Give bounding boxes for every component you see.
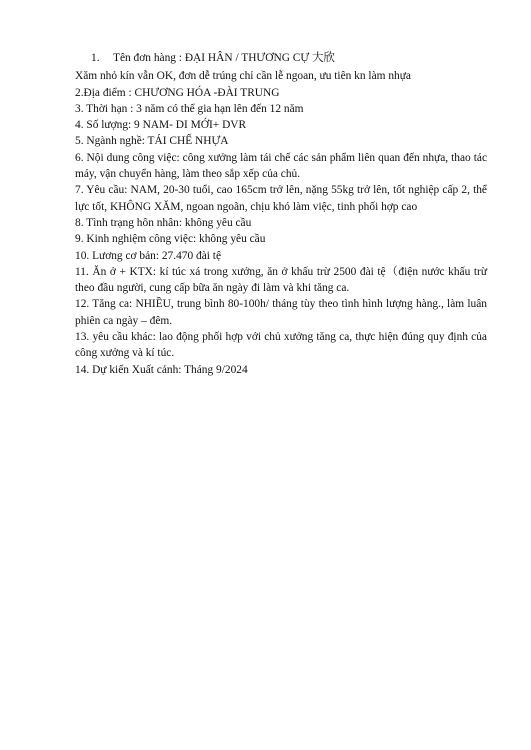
departure-date-line: 14. Dự kiến Xuất cảnh: Tháng 9/2024: [75, 363, 248, 376]
base-salary-line: 10. Lương cơ bản: 27.470 đài tệ: [75, 249, 222, 262]
other-requirements-line: 13. yêu cầu khác: lao động phối hợp với chủ xưởng tăng ca, thực hiện đúng quy định của công xưởng và kí túc.: [75, 331, 487, 360]
experience-line: 9. Kinh nghiệm công việc: không yêu cầu: [75, 233, 266, 246]
quantity-line: 4. Số lượng: 9 NAM- DI MỚI+ DVR: [75, 119, 247, 132]
marital-status-line: 8. Tình trạng hôn nhân: không yêu cầu: [75, 216, 252, 229]
requirements-line: 7. Yêu cầu: NAM, 20-30 tuổi, cao 165cm trở lên, nặng 55kg trở lên, tốt nghiệp cấp 2, thể lực tốt, KHÔNG XĂM, ngoan ngoãn, chịu khó làm việc, tinh phối hợp cao: [75, 184, 487, 213]
job-description: [75, 50, 487, 378]
job-content-line: 6. Nội dung công việc: công xưởng làm tái chế các sản phẩm liên quan đến nhựa, thao tác máy, vận chuyển hàng, làm theo sắp xếp của chủ.: [75, 151, 487, 181]
location-line: 2.Địa điểm : CHƯƠNG HÓA -ĐÀI TRUNG: [75, 86, 280, 99]
industry-line: 5. Ngành nghề: TÁI CHẾ NHỰA: [75, 135, 229, 148]
contract-term-line: 3. Thời hạn : 3 năm có thể gia hạn lên đến 12 năm: [75, 102, 304, 115]
order-title-text: Tên đơn hàng : ĐẠI HÂN / THƯƠNG CỰ 大欣: [113, 52, 335, 64]
order-title-number: 1.: [91, 52, 100, 64]
overtime-line: 12. Tăng ca: NHIỀU, trung bình 80-100h/ tháng tùy theo tình hình lượng hàng., làm luân phiên ca ngày – đêm.: [75, 298, 487, 327]
accommodation-line: 11. Ăn ở + KTX: kí túc xá trong xưởng, ăn ở khấu trừ 2500 đài tệ（điện nước khấu trừ theo đầu người, cung cấp bữa ăn ngày đi làm và khi tăng ca.: [75, 265, 487, 295]
order-title: [75, 50, 487, 66]
tattoo-note: Xăm nhỏ kín vẫn OK, đơn dễ trúng chỉ cần lễ ngoan, ưu tiên kn làm nhựa: [75, 70, 411, 83]
